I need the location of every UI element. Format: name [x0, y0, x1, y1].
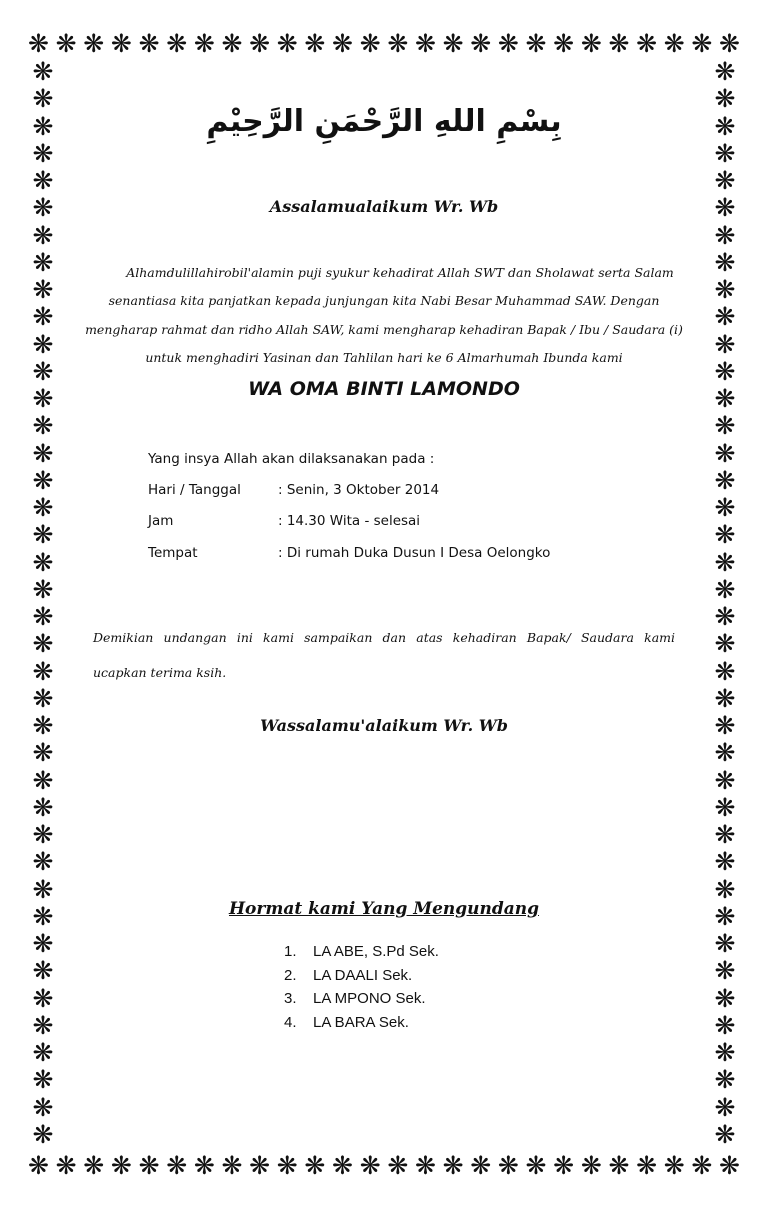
asterisk-flower-icon: ❋ — [32, 874, 54, 904]
asterisk-flower-icon: ❋ — [32, 929, 54, 958]
signatory-number: 2. — [284, 966, 297, 984]
signatory-name: LA BARA Sek. — [313, 1013, 409, 1031]
asterisk-flower-icon: ❋ — [714, 874, 736, 904]
asterisk-flower-icon: ❋ — [221, 1150, 243, 1180]
asterisk-flower-icon: ❋ — [714, 1065, 736, 1095]
asterisk-flower-icon: ❋ — [580, 28, 602, 58]
asterisk-flower-icon: ❋ — [714, 1119, 736, 1149]
asterisk-flower-icon: ❋ — [714, 738, 736, 768]
asterisk-flower-icon: ❋ — [32, 166, 54, 195]
asterisk-flower-icon: ❋ — [553, 28, 575, 58]
schedule-row-date — [148, 482, 439, 498]
asterisk-flower-icon: ❋ — [249, 1150, 271, 1180]
asterisk-flower-icon: ❋ — [714, 983, 736, 1013]
asterisk-flower-icon: ❋ — [32, 574, 54, 604]
asterisk-flower-icon: ❋ — [138, 28, 160, 58]
asterisk-flower-icon: ❋ — [714, 629, 736, 659]
asterisk-flower-icon: ❋ — [714, 465, 736, 495]
asterisk-flower-icon: ❋ — [32, 356, 54, 386]
asterisk-flower-icon: ❋ — [28, 1150, 49, 1180]
asterisk-flower-icon: ❋ — [32, 1092, 54, 1122]
asterisk-flower-icon: ❋ — [714, 1010, 736, 1040]
closing-line: Demikian undangan ini kami sampaikan dan atas kehadiran Bapak/ Saudara kami — [93, 630, 675, 645]
asterisk-flower-icon: ❋ — [691, 28, 713, 58]
schedule-row-place — [148, 545, 550, 561]
asterisk-flower-icon: ❋ — [714, 57, 736, 86]
asterisk-flower-icon: ❋ — [32, 275, 54, 304]
asterisk-flower-icon: ❋ — [691, 1150, 713, 1180]
asterisk-flower-icon: ❋ — [714, 166, 736, 195]
asterisk-flower-icon: ❋ — [714, 547, 736, 577]
asterisk-flower-icon: ❋ — [332, 28, 353, 58]
closing-greeting: Wassalamu'alaikum Wr. Wb — [260, 716, 508, 735]
asterisk-flower-icon: ❋ — [32, 956, 54, 986]
signatory-number: 4. — [284, 1013, 297, 1031]
asterisk-flower-icon: ❋ — [276, 28, 298, 58]
schedule-label: Hari / Tanggal — [148, 482, 241, 498]
asterisk-flower-icon: ❋ — [714, 602, 736, 631]
asterisk-flower-icon: ❋ — [714, 247, 736, 277]
asterisk-flower-icon: ❋ — [470, 1150, 492, 1180]
asterisk-flower-icon: ❋ — [714, 820, 736, 849]
asterisk-flower-icon: ❋ — [32, 547, 54, 577]
asterisk-flower-icon: ❋ — [32, 465, 54, 495]
asterisk-flower-icon: ❋ — [193, 1150, 215, 1180]
asterisk-flower-icon: ❋ — [32, 438, 54, 468]
asterisk-flower-icon: ❋ — [608, 1150, 630, 1180]
asterisk-flower-icon: ❋ — [221, 28, 243, 58]
asterisk-flower-icon: ❋ — [32, 765, 54, 795]
asterisk-flower-icon: ❋ — [470, 28, 492, 58]
asterisk-flower-icon: ❋ — [83, 1150, 105, 1180]
asterisk-flower-icon: ❋ — [608, 28, 630, 58]
signatories-heading: Hormat kami Yang Mengundang — [228, 899, 540, 919]
asterisk-flower-icon: ❋ — [580, 1150, 602, 1180]
asterisk-flower-icon: ❋ — [32, 901, 54, 931]
asterisk-flower-icon: ❋ — [166, 28, 188, 58]
asterisk-flower-icon: ❋ — [32, 193, 54, 223]
asterisk-flower-icon: ❋ — [442, 1150, 464, 1180]
asterisk-flower-icon: ❋ — [32, 520, 54, 550]
asterisk-flower-icon: ❋ — [714, 356, 736, 386]
asterisk-flower-icon: ❋ — [714, 384, 736, 413]
asterisk-flower-icon: ❋ — [714, 220, 736, 250]
asterisk-flower-icon: ❋ — [32, 792, 54, 822]
asterisk-flower-icon: ❋ — [32, 493, 54, 522]
signatory-number: 3. — [284, 990, 297, 1007]
asterisk-flower-icon: ❋ — [276, 1150, 298, 1180]
asterisk-flower-icon: ❋ — [714, 901, 736, 931]
asterisk-flower-icon: ❋ — [442, 28, 464, 58]
schedule-label: Jam — [148, 513, 174, 529]
asterisk-flower-icon: ❋ — [714, 302, 736, 332]
asterisk-flower-icon: ❋ — [83, 28, 105, 58]
basmala-heading: بِسْمِ اللهِ الرَّحْمَنِ الرَّحِيْمِ — [206, 104, 562, 139]
schedule-row-time — [148, 513, 420, 529]
asterisk-flower-icon: ❋ — [497, 1150, 519, 1180]
intro-line: untuk menghadiri Yasinan dan Tahlilan hari ke 6 Almarhumah Ibunda kami — [145, 350, 623, 365]
asterisk-flower-icon: ❋ — [714, 275, 736, 304]
asterisk-flower-icon: ❋ — [32, 302, 54, 332]
asterisk-flower-icon: ❋ — [714, 84, 736, 114]
asterisk-flower-icon: ❋ — [32, 384, 54, 413]
asterisk-flower-icon: ❋ — [663, 28, 685, 58]
asterisk-flower-icon: ❋ — [525, 28, 547, 58]
asterisk-flower-icon: ❋ — [28, 28, 49, 58]
border-right — [710, 58, 740, 1148]
asterisk-flower-icon: ❋ — [32, 1119, 54, 1149]
asterisk-flower-icon: ❋ — [32, 1010, 54, 1040]
asterisk-flower-icon: ❋ — [55, 28, 77, 58]
asterisk-flower-icon: ❋ — [32, 220, 54, 250]
asterisk-flower-icon: ❋ — [714, 329, 736, 359]
intro-line: senantiasa kita panjatkan kepada junjungan kita Nabi Besar Muhammad SAW. Dengan — [108, 293, 660, 308]
schedule-value: : Senin, 3 Oktober 2014 — [278, 482, 440, 498]
asterisk-flower-icon: ❋ — [32, 138, 54, 168]
asterisk-flower-icon: ❋ — [110, 28, 132, 58]
asterisk-flower-icon: ❋ — [32, 711, 54, 740]
asterisk-flower-icon: ❋ — [714, 193, 736, 223]
signatory-item — [284, 964, 439, 988]
asterisk-flower-icon: ❋ — [332, 1150, 353, 1180]
asterisk-flower-icon: ❋ — [387, 1150, 409, 1180]
asterisk-flower-icon: ❋ — [497, 28, 519, 58]
asterisk-flower-icon: ❋ — [138, 1150, 160, 1180]
asterisk-flower-icon: ❋ — [525, 1150, 547, 1180]
intro-line: Alhamdulillahirobil'alamin puji syukur kehadirat Allah SWT dan Sholawat serta Salam — [126, 265, 674, 280]
deceased-name: WA OMA BINTI LAMONDO — [248, 378, 520, 400]
asterisk-flower-icon: ❋ — [663, 1150, 685, 1180]
asterisk-flower-icon: ❋ — [166, 1150, 188, 1180]
asterisk-flower-icon: ❋ — [714, 1092, 736, 1122]
asterisk-flower-icon: ❋ — [714, 792, 736, 822]
asterisk-flower-icon: ❋ — [714, 574, 736, 604]
asterisk-flower-icon: ❋ — [32, 983, 54, 1013]
asterisk-flower-icon: ❋ — [714, 765, 736, 795]
asterisk-flower-icon: ❋ — [714, 138, 736, 168]
signatory-name: LA DAALI Sek. — [313, 966, 413, 984]
asterisk-flower-icon: ❋ — [387, 28, 409, 58]
schedule-value: : Di rumah Duka Dusun I Desa Oelongko — [278, 545, 551, 561]
asterisk-flower-icon: ❋ — [32, 111, 54, 141]
asterisk-flower-icon: ❋ — [32, 247, 54, 277]
asterisk-flower-icon: ❋ — [414, 1150, 436, 1180]
asterisk-flower-icon: ❋ — [714, 847, 736, 877]
asterisk-flower-icon: ❋ — [32, 656, 54, 686]
asterisk-flower-icon: ❋ — [636, 28, 658, 58]
schedule-label: Tempat — [148, 545, 198, 561]
border-bottom — [28, 1150, 740, 1180]
asterisk-flower-icon: ❋ — [32, 57, 54, 86]
asterisk-flower-icon: ❋ — [32, 629, 54, 659]
asterisk-flower-icon: ❋ — [55, 1150, 77, 1180]
asterisk-flower-icon: ❋ — [359, 28, 381, 58]
asterisk-flower-icon: ❋ — [714, 929, 736, 958]
signatory-list — [284, 940, 439, 1034]
asterisk-flower-icon: ❋ — [714, 956, 736, 986]
asterisk-flower-icon: ❋ — [719, 28, 740, 58]
intro-line: mengharap rahmat dan ridho Allah SAW, kami mengharap kehadiran Bapak / Ibu / Saudara (i) — [85, 322, 683, 337]
asterisk-flower-icon: ❋ — [714, 111, 736, 141]
schedule-value: : 14.30 Wita - selesai — [278, 513, 421, 529]
asterisk-flower-icon: ❋ — [32, 329, 54, 359]
closing-line: ucapkan terima ksih. — [93, 665, 227, 680]
signatory-item — [284, 1011, 439, 1035]
asterisk-flower-icon: ❋ — [714, 711, 736, 740]
asterisk-flower-icon: ❋ — [359, 1150, 381, 1180]
asterisk-flower-icon: ❋ — [714, 411, 736, 441]
asterisk-flower-icon: ❋ — [553, 1150, 575, 1180]
asterisk-flower-icon: ❋ — [304, 1150, 326, 1180]
asterisk-flower-icon: ❋ — [193, 28, 215, 58]
border-top — [28, 28, 740, 58]
opening-greeting: Assalamualaikum Wr. Wb — [269, 197, 499, 216]
signatory-name: LA MPONO Sek. — [313, 990, 426, 1007]
asterisk-flower-icon: ❋ — [719, 1150, 740, 1180]
asterisk-flower-icon: ❋ — [32, 411, 54, 441]
asterisk-flower-icon: ❋ — [714, 520, 736, 550]
asterisk-flower-icon: ❋ — [249, 28, 271, 58]
asterisk-flower-icon: ❋ — [32, 602, 54, 631]
asterisk-flower-icon: ❋ — [714, 683, 736, 713]
asterisk-flower-icon: ❋ — [714, 438, 736, 468]
asterisk-flower-icon: ❋ — [32, 1038, 54, 1067]
asterisk-flower-icon: ❋ — [32, 738, 54, 768]
asterisk-flower-icon: ❋ — [32, 847, 54, 877]
signatory-item — [284, 987, 439, 1011]
asterisk-flower-icon: ❋ — [110, 1150, 132, 1180]
asterisk-flower-icon: ❋ — [714, 493, 736, 522]
asterisk-flower-icon: ❋ — [714, 1038, 736, 1067]
asterisk-flower-icon: ❋ — [414, 28, 436, 58]
asterisk-flower-icon: ❋ — [304, 28, 326, 58]
signatory-item — [284, 940, 439, 964]
signatory-number: 1. — [284, 943, 297, 960]
asterisk-flower-icon: ❋ — [714, 656, 736, 686]
asterisk-flower-icon: ❋ — [32, 683, 54, 713]
asterisk-flower-icon: ❋ — [636, 1150, 658, 1180]
asterisk-flower-icon: ❋ — [32, 1065, 54, 1095]
asterisk-flower-icon: ❋ — [32, 820, 54, 849]
border-left — [28, 58, 58, 1148]
schedule-intro: Yang insya Allah akan dilaksanakan pada : — [148, 451, 435, 467]
signatory-name: LA ABE, S.Pd Sek. — [313, 943, 439, 960]
asterisk-flower-icon: ❋ — [32, 84, 54, 114]
